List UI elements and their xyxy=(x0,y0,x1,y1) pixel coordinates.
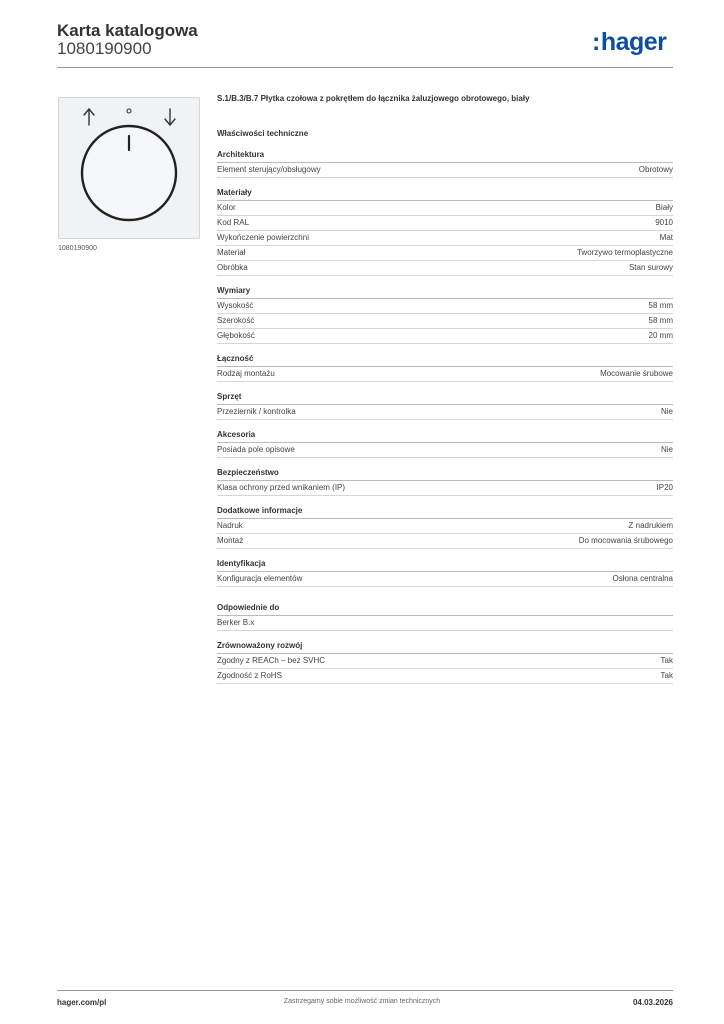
spec-group-architecture xyxy=(217,148,673,178)
spec-label: Berker B.x xyxy=(217,618,255,627)
spec-value: Osłona centralna xyxy=(612,574,673,583)
image-caption: 1080190900 xyxy=(58,245,97,252)
spec-label: Wykończenie powierzchni xyxy=(217,233,309,242)
group-title: Dodatkowe informacje xyxy=(217,504,673,519)
spec-label: Element sterujący/obsługowy xyxy=(217,165,321,174)
group-title: Bezpieczeństwo xyxy=(217,466,673,481)
spec-label: Nadruk xyxy=(217,521,243,530)
spec-group-safety xyxy=(217,466,673,496)
spec-value: Tworzywo termoplastyczne xyxy=(576,248,673,257)
spec-value: Z nadrukiem xyxy=(628,521,673,530)
spec-value: Obrotowy xyxy=(638,165,673,174)
spec-value: 9010 xyxy=(655,218,673,227)
footer-date: 04.03.2026 xyxy=(632,998,673,1007)
spec-row xyxy=(217,231,673,246)
logo-text: hager xyxy=(600,28,667,56)
spec-row xyxy=(217,481,673,496)
spec-row xyxy=(217,201,673,216)
spec-value: 20 mm xyxy=(648,331,673,340)
spec-group-accessories xyxy=(217,428,673,458)
position-dot-icon xyxy=(127,109,131,113)
group-title: Akcesoria xyxy=(217,428,673,443)
spec-label: Zgodność z RoHS xyxy=(217,671,282,680)
spec-row xyxy=(217,616,673,631)
technical-properties-heading: Właściwości techniczne xyxy=(217,129,309,138)
product-image xyxy=(58,97,200,239)
spec-row xyxy=(217,314,673,329)
spec-row xyxy=(217,329,673,344)
document-title: Karta katalogowa xyxy=(57,21,198,40)
spec-value: 58 mm xyxy=(648,316,673,325)
spec-row xyxy=(217,299,673,314)
spec-value: Biały xyxy=(655,203,673,212)
product-number: 1080190900 xyxy=(57,39,152,58)
spec-group-hardware xyxy=(217,390,673,420)
spec-row xyxy=(217,572,673,587)
spec-group-connectivity xyxy=(217,352,673,382)
spec-label: Obróbka xyxy=(217,263,248,272)
hager-logo xyxy=(592,30,666,55)
spec-label: Montaż xyxy=(217,536,244,545)
spec-row xyxy=(217,519,673,534)
spec-row xyxy=(217,367,673,382)
spec-row xyxy=(217,246,673,261)
spec-group-materials xyxy=(217,186,673,276)
group-title: Wymiary xyxy=(217,284,673,299)
spec-label: Kod RAL xyxy=(217,218,250,227)
spec-value: 58 mm xyxy=(648,301,673,310)
footer-website[interactable]: hager.com/pl xyxy=(57,998,107,1007)
group-title: Zrównoważony rozwój xyxy=(217,639,673,654)
spec-value: Nie xyxy=(660,445,673,454)
spec-label: Wysokość xyxy=(217,301,254,310)
spec-group-compatible-with xyxy=(217,601,673,631)
footer-divider xyxy=(57,990,673,991)
spec-value: Mat xyxy=(659,233,673,242)
spec-group-additional-info xyxy=(217,504,673,549)
spec-row xyxy=(217,534,673,549)
spec-row xyxy=(217,163,673,178)
rotary-switch-illustration xyxy=(59,98,199,238)
spec-row xyxy=(217,654,673,669)
logo-colon-icon: : xyxy=(592,28,600,56)
spec-value: Tak xyxy=(660,656,673,665)
group-title: Materiały xyxy=(217,186,673,201)
arrow-down-icon xyxy=(165,109,175,125)
spec-label: Przeziernik / kontrolka xyxy=(217,407,296,416)
spec-label: Rodzaj montażu xyxy=(217,369,275,378)
group-title: Odpowiednie do xyxy=(217,601,673,616)
spec-group-dimensions xyxy=(217,284,673,344)
arrow-up-icon xyxy=(84,109,94,125)
spec-value: Stan surowy xyxy=(628,263,673,272)
spec-row xyxy=(217,261,673,276)
header-divider xyxy=(57,67,673,68)
spec-value: Tak xyxy=(660,671,673,680)
spec-label: Kolor xyxy=(217,203,236,212)
spec-group-sustainability xyxy=(217,639,673,684)
spec-label: Klasa ochrony przed wnikaniem (IP) xyxy=(217,483,346,492)
spec-value: Mocowanie śrubowe xyxy=(600,369,673,378)
group-title: Architektura xyxy=(217,148,673,163)
spec-label: Konfiguracja elementów xyxy=(217,574,303,583)
group-title: Identyfikacja xyxy=(217,557,673,572)
spec-value: IP20 xyxy=(656,483,673,492)
spec-label: Zgodny z REACh – bez SVHC xyxy=(217,656,326,665)
spec-label: Posiada pole opisowe xyxy=(217,445,295,454)
spec-label: Szerokość xyxy=(217,316,255,325)
group-title: Łączność xyxy=(217,352,673,367)
spec-row xyxy=(217,669,673,684)
product-description: S.1/B.3/B.7 Płytka czołowa z pokrętłem do łącznika żaluzjowego obrotowego, biały xyxy=(217,94,530,103)
spec-row xyxy=(217,405,673,420)
group-title: Sprzęt xyxy=(217,390,673,405)
footer-disclaimer: Zastrzegamy sobie możliwość zmian technicznych xyxy=(283,998,441,1005)
spec-group-identification xyxy=(217,557,673,587)
spec-label: Materiał xyxy=(217,248,246,257)
spec-value: Do mocowania śrubowego xyxy=(578,536,673,545)
spec-value: Nie xyxy=(660,407,673,416)
spec-row xyxy=(217,216,673,231)
spec-row xyxy=(217,443,673,458)
spec-label: Głębokość xyxy=(217,331,255,340)
spec-area xyxy=(217,92,673,692)
